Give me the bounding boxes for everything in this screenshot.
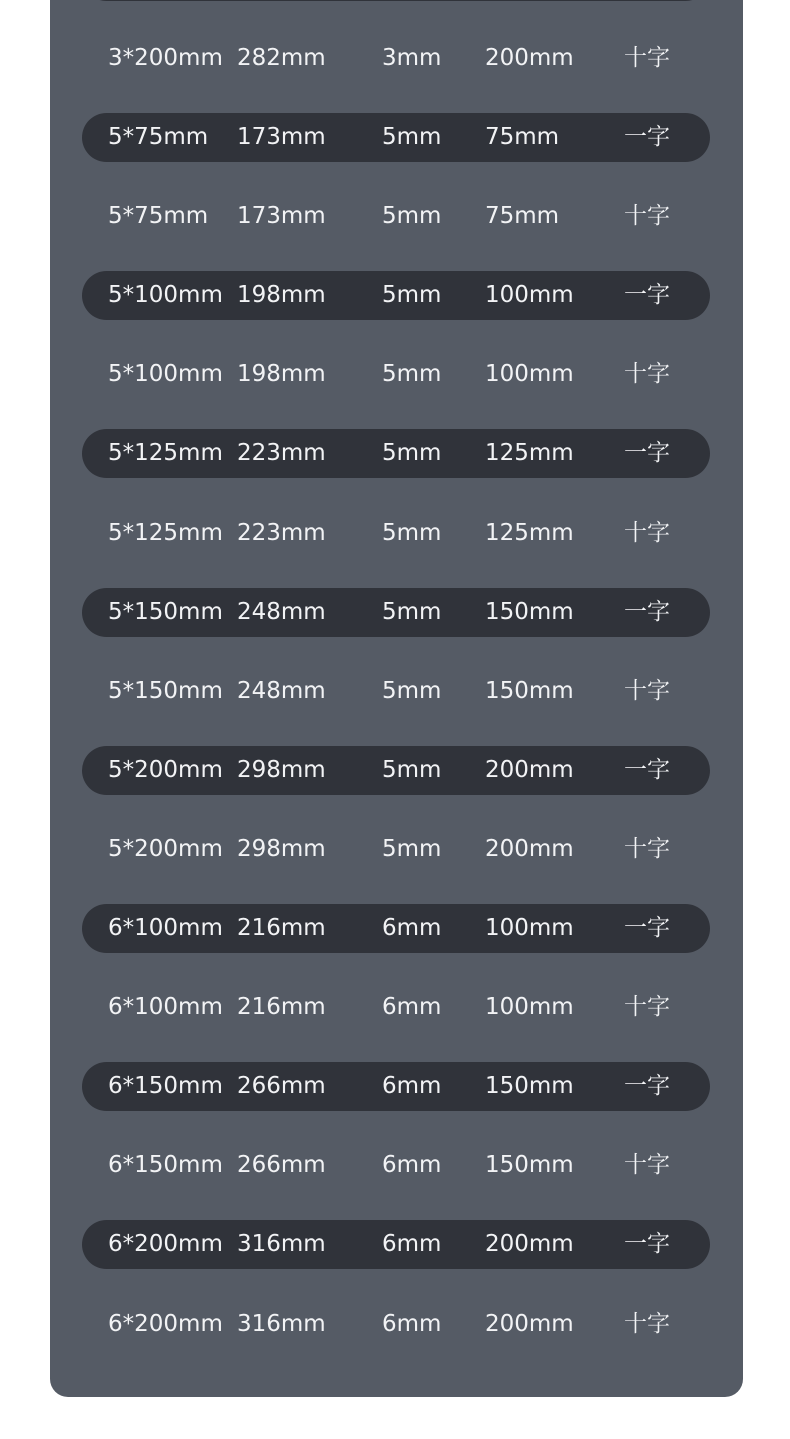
table-row (82, 113, 710, 162)
cell-diameter: 5mm (382, 756, 442, 783)
cell-model: 5*75mm (108, 203, 209, 230)
cell-model: 6*100mm (108, 994, 223, 1021)
cell-shaft-length: 150mm (485, 598, 574, 625)
cell-diameter: 5mm (382, 124, 442, 151)
cell-total-length: 173mm (237, 124, 326, 151)
cell-diameter: 6mm (382, 1310, 442, 1337)
cell-tip-type: 一字 (624, 440, 670, 467)
cell-diameter: 5mm (382, 598, 442, 625)
cell-tip-type: 十字 (624, 519, 670, 546)
cell-model: 5*150mm (108, 677, 223, 704)
cell-model: 5*125mm (108, 440, 223, 467)
cell-shaft-length: 150mm (485, 1152, 574, 1179)
cell-tip-type: 一字 (624, 1073, 670, 1100)
cell-total-length: 216mm (237, 915, 326, 942)
cell-total-length: 198mm (237, 361, 326, 388)
cell-diameter: 3mm (382, 45, 442, 71)
cell-shaft-length: 150mm (485, 1073, 574, 1100)
cell-diameter: 5mm (382, 361, 442, 388)
cell-diameter: 6mm (382, 994, 442, 1021)
cell-diameter: 5mm (382, 835, 442, 862)
cell-total-length: 298mm (237, 835, 326, 862)
cell-model: 6*100mm (108, 915, 223, 942)
table-row (82, 588, 710, 637)
cell-shaft-length: 125mm (485, 519, 574, 546)
cell-model: 6*200mm (108, 1310, 223, 1337)
cell-model: 5*150mm (108, 598, 223, 625)
cell-tip-type: 十字 (624, 1152, 670, 1179)
table-row (82, 509, 710, 558)
cell-tip-type: 一字 (624, 598, 670, 625)
cell-tip-type: 十字 (624, 45, 670, 71)
cell-model: 5*125mm (108, 519, 223, 546)
cell-model: 6*200mm (108, 1231, 223, 1258)
cell-shaft-length: 200mm (485, 756, 574, 783)
cell-tip-type: 十字 (624, 677, 670, 704)
cell-diameter: 5mm (382, 440, 442, 467)
cell-model: 6*150mm (108, 1152, 223, 1179)
cell-diameter: 6mm (382, 1231, 442, 1258)
table-row (82, 1141, 710, 1190)
table-row (82, 667, 710, 716)
cell-model: 5*100mm (108, 361, 223, 388)
table-row (82, 350, 710, 399)
cell-total-length: 266mm (237, 1073, 326, 1100)
cell-total-length: 248mm (237, 677, 326, 704)
cell-tip-type: 一字 (624, 756, 670, 783)
table-row (82, 1062, 710, 1111)
cell-total-length: 223mm (237, 519, 326, 546)
cell-tip-type: 一字 (624, 1231, 670, 1258)
cell-total-length: 216mm (237, 994, 326, 1021)
cell-model: 3*200mm (108, 45, 223, 71)
cell-shaft-length: 100mm (485, 361, 574, 388)
cell-diameter: 5mm (382, 203, 442, 230)
cell-shaft-length: 200mm (485, 45, 574, 71)
cell-shaft-length: 200mm (485, 835, 574, 862)
cell-tip-type: 十字 (624, 835, 670, 862)
cell-diameter: 5mm (382, 519, 442, 546)
cell-model: 6*150mm (108, 1073, 223, 1100)
table-row (82, 1220, 710, 1269)
cell-tip-type: 十字 (624, 994, 670, 1021)
cell-model: 5*200mm (108, 756, 223, 783)
table-row (82, 746, 710, 795)
cell-model: 5*200mm (108, 835, 223, 862)
table-row (82, 825, 710, 874)
cell-shaft-length: 150mm (485, 677, 574, 704)
cell-tip-type: 十字 (624, 203, 670, 230)
cell-tip-type: 一字 (624, 124, 670, 151)
cell-diameter: 5mm (382, 282, 442, 309)
cell-diameter: 6mm (382, 915, 442, 942)
table-row (82, 429, 710, 478)
cell-total-length: 316mm (237, 1310, 326, 1337)
cell-total-length: 298mm (237, 756, 326, 783)
cell-total-length: 316mm (237, 1231, 326, 1258)
table-row (82, 904, 710, 953)
row-highlight-fragment (82, 0, 710, 1)
cell-total-length: 266mm (237, 1152, 326, 1179)
cell-shaft-length: 75mm (485, 203, 560, 230)
cell-shaft-length: 100mm (485, 994, 574, 1021)
cell-total-length: 282mm (237, 45, 326, 71)
cell-shaft-length: 75mm (485, 124, 560, 151)
cell-model: 5*100mm (108, 282, 223, 309)
cell-total-length: 173mm (237, 203, 326, 230)
cell-diameter: 6mm (382, 1152, 442, 1179)
cell-diameter: 5mm (382, 677, 442, 704)
cell-total-length: 248mm (237, 598, 326, 625)
cell-model: 5*75mm (108, 124, 209, 151)
cell-total-length: 223mm (237, 440, 326, 467)
cell-shaft-length: 100mm (485, 915, 574, 942)
cell-shaft-length: 200mm (485, 1310, 574, 1337)
cell-tip-type: 一字 (624, 282, 670, 309)
table-row (82, 983, 710, 1032)
table-row (82, 34, 710, 83)
table-row (82, 271, 710, 320)
table-row (82, 192, 710, 241)
cell-tip-type: 十字 (624, 1310, 670, 1337)
cell-shaft-length: 200mm (485, 1231, 574, 1258)
cell-total-length: 198mm (237, 282, 326, 309)
cell-diameter: 6mm (382, 1073, 442, 1100)
cell-shaft-length: 125mm (485, 440, 574, 467)
cell-tip-type: 十字 (624, 361, 670, 388)
spec-table (82, 34, 710, 1379)
table-row (82, 1300, 710, 1349)
cell-shaft-length: 100mm (485, 282, 574, 309)
cell-tip-type: 一字 (624, 915, 670, 942)
